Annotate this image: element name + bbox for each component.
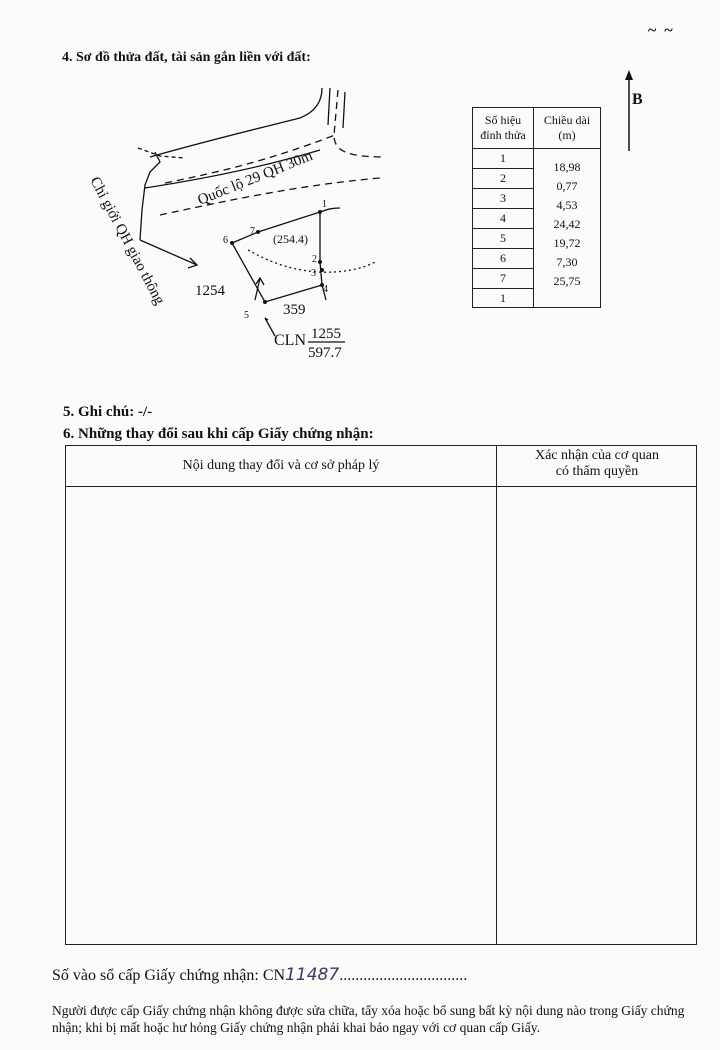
- section-5-notes: 5. Ghi chú: -/-: [63, 404, 153, 420]
- road-label: Quốc lộ 29 QH 30m: [195, 147, 316, 209]
- road-line: [343, 92, 345, 128]
- vertex-id: 4: [473, 209, 533, 229]
- vertex-label: 6: [223, 235, 228, 246]
- vertex-label: 1: [322, 199, 327, 210]
- header-id-line2: đỉnh thửa: [480, 128, 526, 142]
- vertex-id: 1: [473, 149, 533, 169]
- col2-header-line1: Xác nhận của cơ quan: [534, 448, 659, 463]
- footer-note: Người được cấp Giấy chứng nhận không được sửa chữa, tẩy xóa hoặc bổ sung bất kỳ nội dung nào trong Giấy chứng nhận; khi bị mất hoặc hư hỏng Giấy chứng nhận phải khai báo ngay với cơ quan cấp Giấy.: [52, 1003, 685, 1035]
- col2-header-line2: có thẩm quyền: [555, 464, 639, 479]
- vertex-length-column: [534, 149, 601, 308]
- registration-number: 11487: [285, 965, 340, 985]
- road-line: [328, 88, 330, 125]
- road-dash: [334, 90, 385, 157]
- parcel-boundary: [232, 212, 322, 302]
- header-len-line1: Chiều dài: [543, 113, 591, 127]
- neighbor-1254: 1254: [195, 283, 225, 299]
- vertex-id: 1: [500, 291, 506, 305]
- vertex-label: 4: [323, 284, 328, 295]
- registration-label: Số vào sổ cấp Giấy chứng nhận:: [52, 967, 259, 984]
- vertex-id: 6: [473, 249, 533, 269]
- vertex-label: 5: [244, 310, 249, 321]
- registration-dots: ................................: [339, 967, 468, 984]
- north-arrow: [620, 66, 650, 156]
- cln-denominator: 597.7: [308, 345, 342, 361]
- changes-table: [65, 445, 697, 945]
- changes-table-divider: [496, 446, 497, 944]
- vertex-id: 5: [473, 229, 533, 249]
- edge-length: 19,72: [553, 236, 581, 250]
- road-edge-upper: [150, 88, 322, 157]
- cln-prefix: CLN: [274, 332, 306, 349]
- parcel-area-label: (254.4): [273, 232, 308, 246]
- header-id-line1: Số hiệu: [484, 113, 522, 127]
- vertex-table-header-length: [534, 108, 601, 149]
- road-dash: [160, 178, 380, 215]
- neighbor-359: 359: [283, 302, 306, 318]
- edge-length: 25,75: [553, 274, 581, 288]
- changes-col1-header: Nội dung thay đổi và cơ sở pháp lý: [182, 458, 380, 473]
- edge-length: 18,98: [553, 160, 581, 174]
- vertex-label: 2: [312, 254, 317, 265]
- edge-length: 7,30: [556, 255, 578, 269]
- parcel-sketch-map: [0, 60, 470, 370]
- vertex-label: 7: [250, 226, 255, 237]
- changes-col2-header: [497, 448, 697, 480]
- edge-length: 4,53: [556, 198, 578, 212]
- section-4-title: 4. Sơ đồ thửa đất, tài sản gắn liền với đất:: [62, 50, 311, 65]
- vertex-id: 3: [473, 189, 533, 209]
- vertex-length-table: [472, 107, 601, 308]
- registration-line: [52, 965, 467, 985]
- vertex-label: 3: [311, 268, 316, 279]
- edge-length: 24,42: [553, 217, 581, 231]
- edge-length: 0,77: [556, 179, 578, 193]
- vertex-id-column: [473, 149, 534, 308]
- registration-prefix: CN: [262, 967, 286, 984]
- vertex-id: 7: [473, 269, 533, 289]
- header-len-line2: (m): [558, 128, 576, 142]
- boundary-line: [140, 152, 160, 240]
- north-label: B: [632, 91, 643, 108]
- cln-numerator: 1255: [311, 326, 341, 342]
- boundary-arrow: [140, 240, 197, 265]
- boundary-label: Chỉ giới QH giao thông: [86, 174, 168, 308]
- section-6-title: 6. Những thay đổi sau khi cấp Giấy chứng nhận:: [63, 426, 374, 442]
- corner-mark: ~ ~: [648, 22, 675, 39]
- vertex-table-header-id: [473, 108, 534, 149]
- vertex-id: 2: [473, 169, 533, 189]
